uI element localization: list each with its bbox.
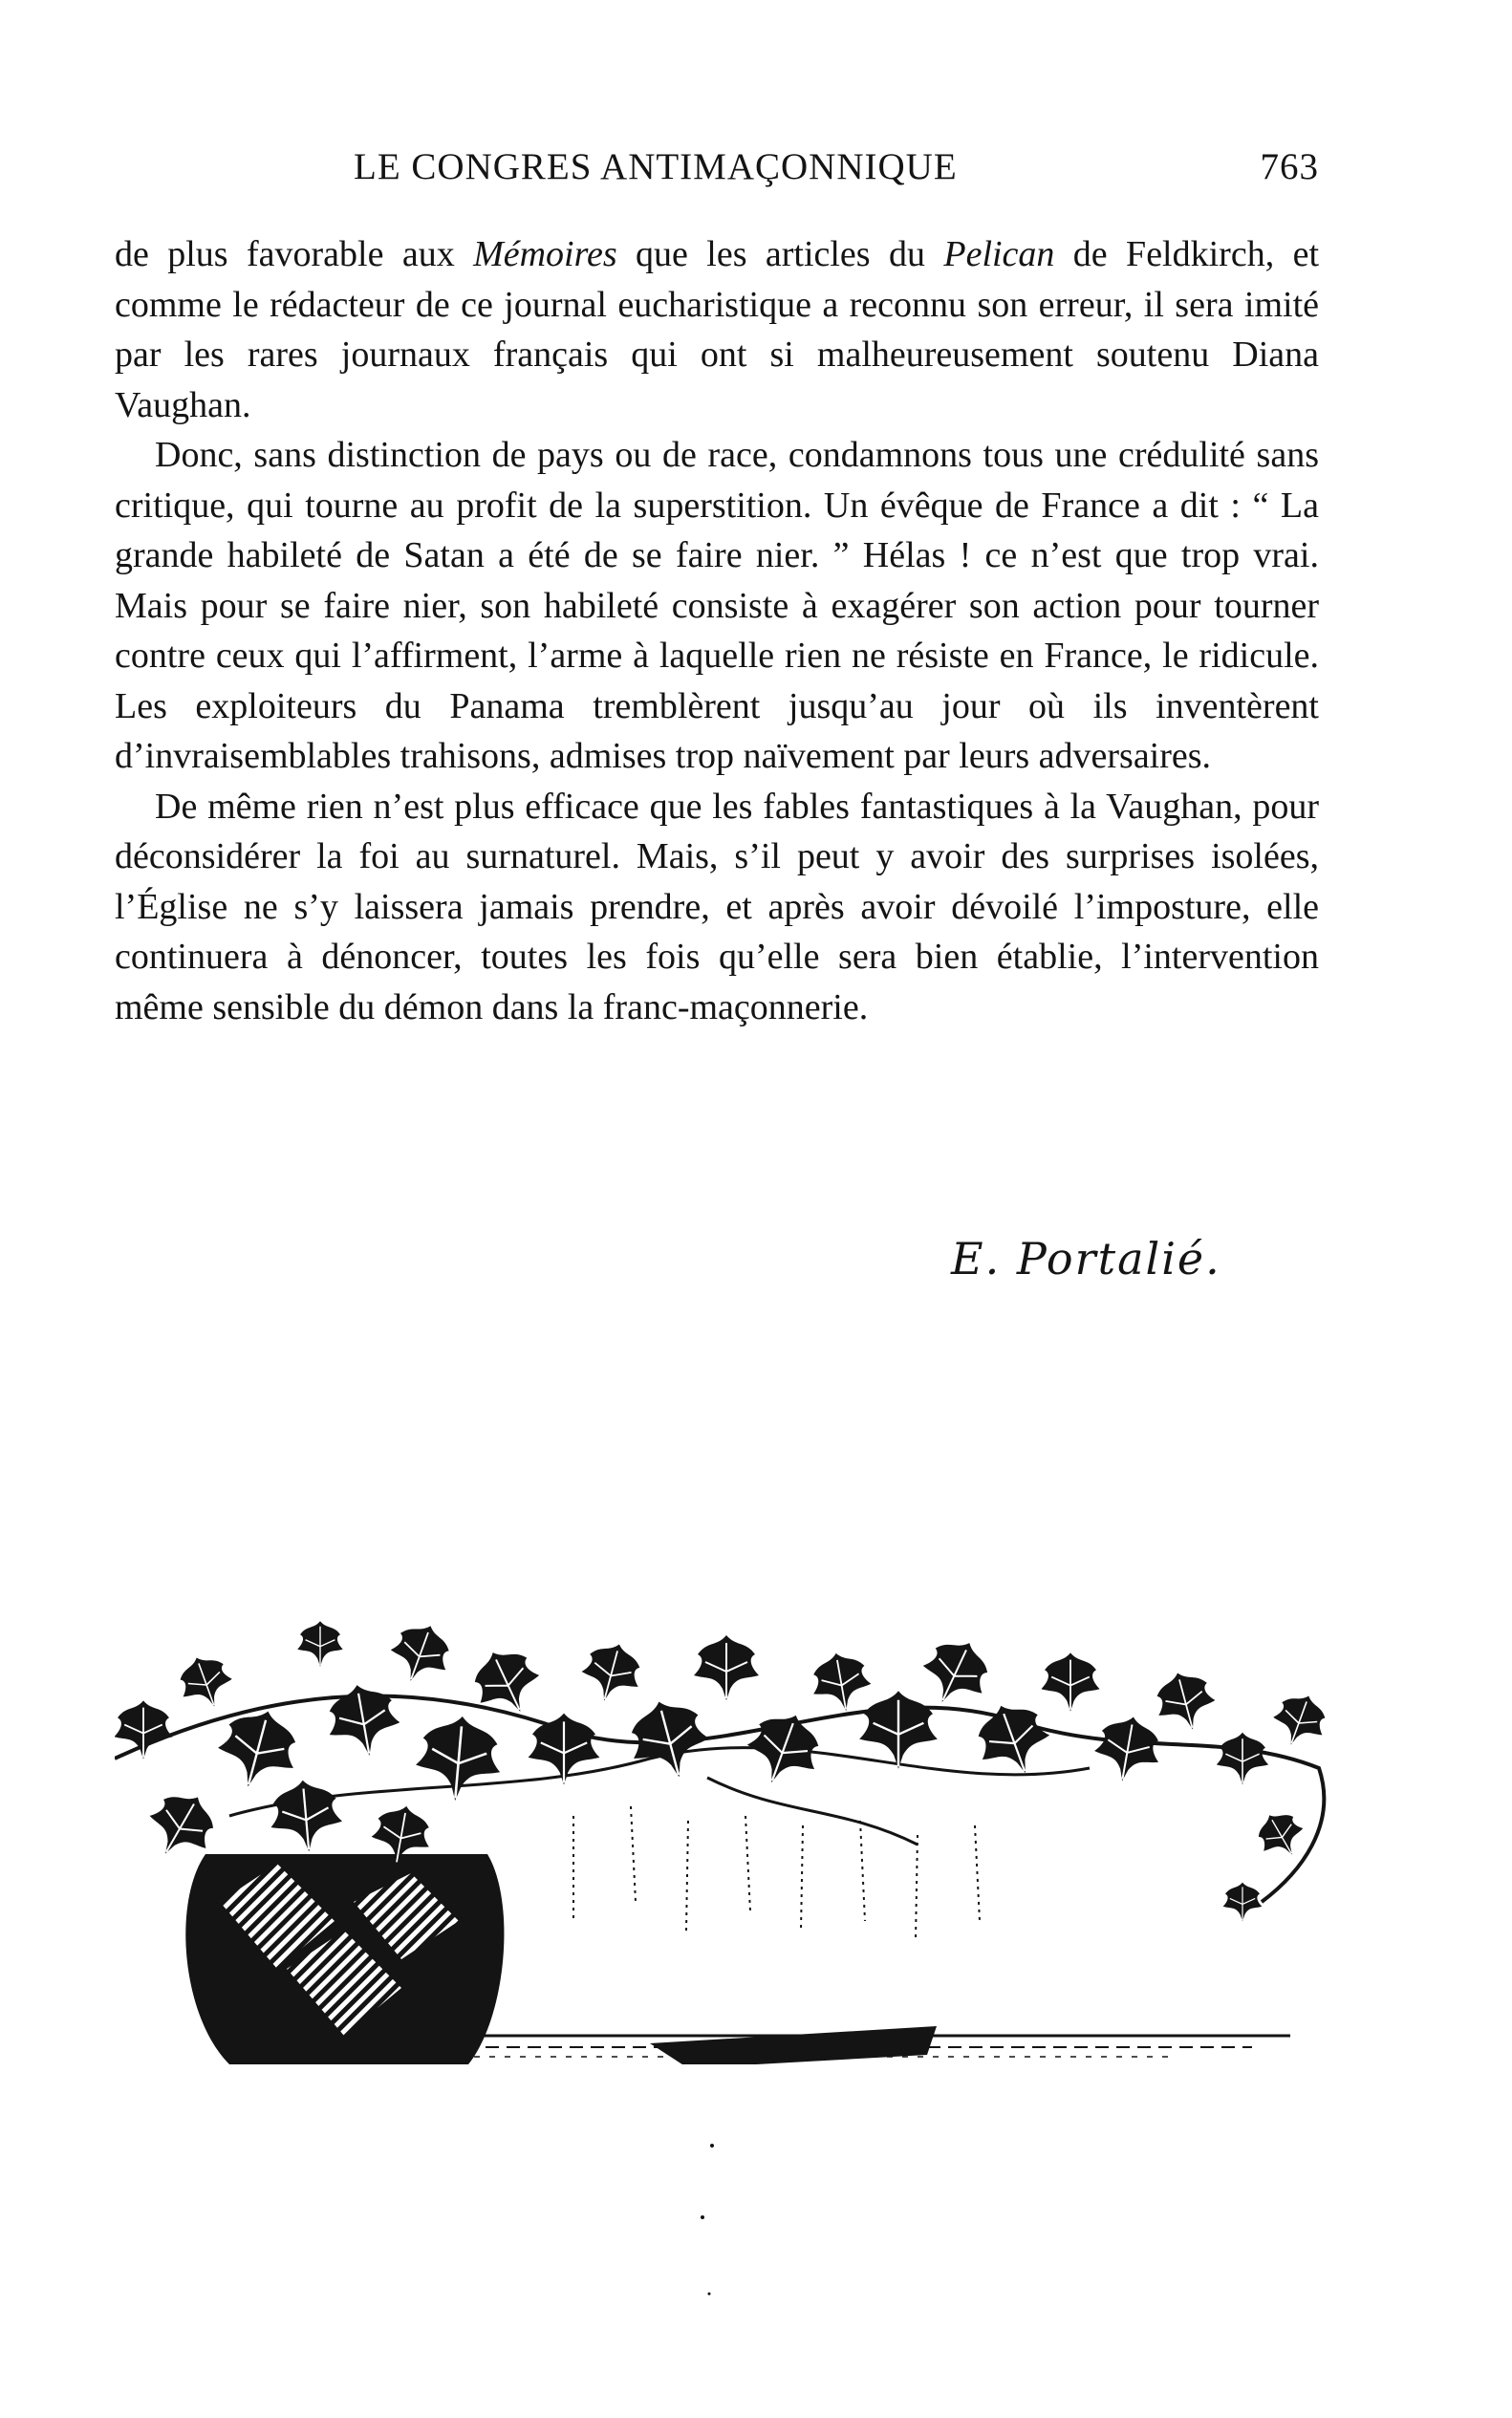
- text-run: de plus favorable aux: [115, 234, 474, 274]
- paragraph: Donc, sans distinction de pays ou de race, condamnons tous une crédulité sans critique, qui tourne au profit de la superstition. Un évêque de France a dit : “ La grande habileté de Satan a été de se faire nier. ” Hélas ! ce n’est que trop vrai. Mais pour se faire nier, son habileté consiste à exagérer son action pour tourner contre ceux qui l’affirment, l’arme à laquelle rien ne résiste en France, le ridicule. Les exploiteurs du Panama tremblèrent jusqu’au jour où ils inventèrent d’invraisemblables trahisons, admises trop naïvement par leurs adversaires.: [115, 435, 1319, 776]
- running-head: [115, 145, 1319, 203]
- text-run: que les articles du: [616, 234, 944, 274]
- running-title: LE CONGRES ANTIMAÇONNIQUE: [354, 146, 958, 187]
- text-run: de Feldkirch, et comme le rédacteur de ce journal eucharistique a reconnu son erreur, il sera imité par les rares journaux français qui ont si malheureusement soutenu Diana Vaughan.: [115, 234, 1319, 425]
- italic-title-pelican: Pelican: [943, 234, 1055, 274]
- page-number: 763: [1260, 146, 1319, 187]
- author-signature: E. Portalié.: [951, 1233, 1221, 1285]
- italic-title-memoires: Mémoires: [473, 234, 617, 274]
- body-text: [115, 229, 1319, 1032]
- paragraph-continued: [115, 229, 1319, 430]
- ivy-planter-ornament: [115, 1615, 1348, 2064]
- paragraph: De même rien n’est plus efficace que les fables fantastiques à la Vaughan, pour déconsidérer la foi au surnaturel. Mais, s’il peut y avoir des surprises isolées, l’Église ne s’y laissera jamais prendre, et après avoir dévoilé l’imposture, elle continuera à dénoncer, toutes les fois qu’elle sera bien établie, l’intervention même sensible du démon dans la franc-maçonnerie.: [115, 786, 1319, 1027]
